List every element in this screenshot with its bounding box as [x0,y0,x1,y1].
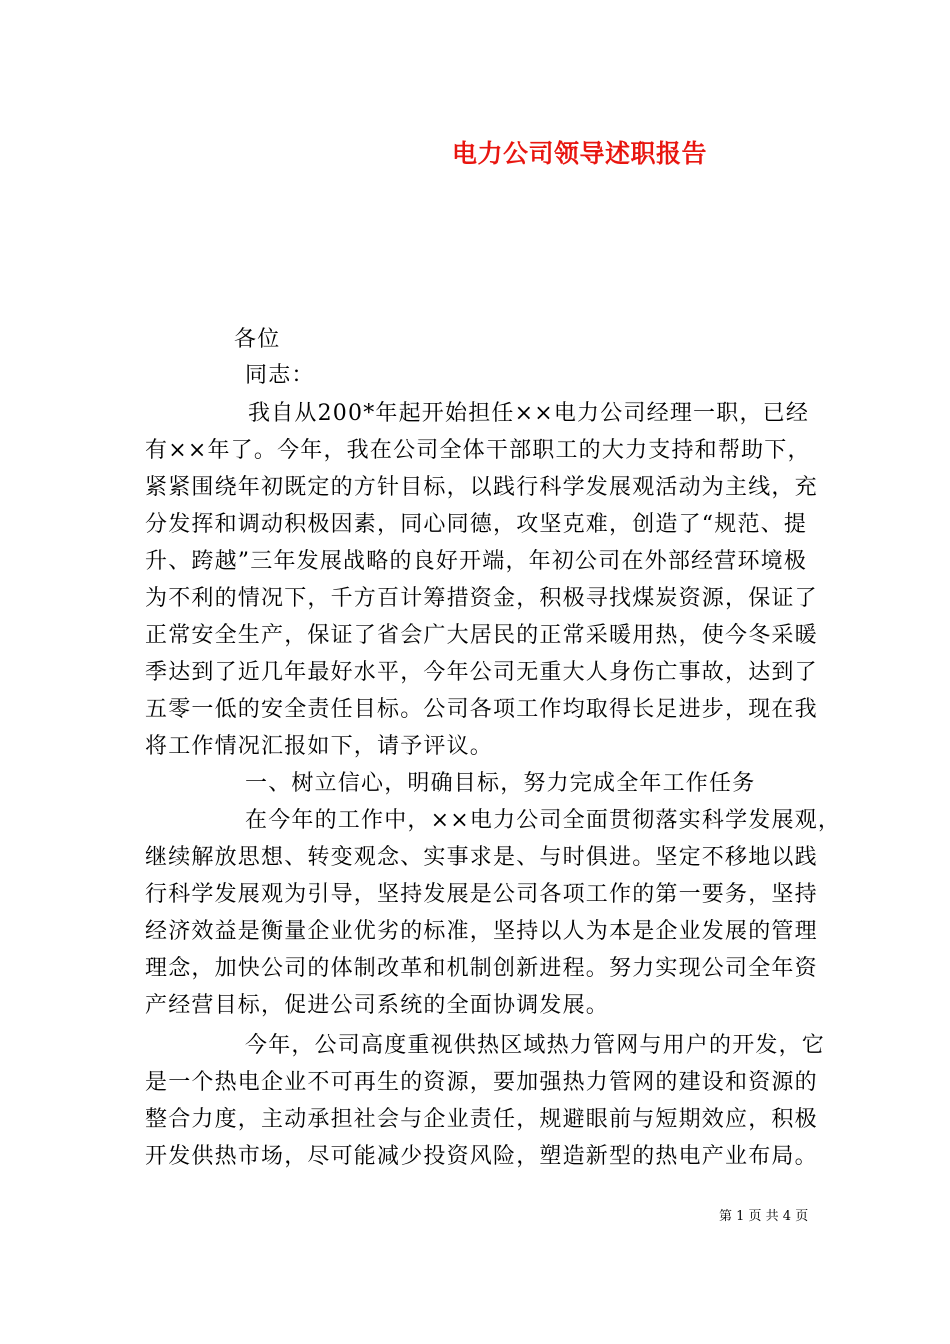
paragraph-2-line: 产经营目标，促进公司系统的全面协调发展。 [145,993,610,1018]
paragraph-1-line: 分发挥和调动积极因素，同心同德，攻坚克难，创造了“规范、提 [145,512,808,537]
paragraph-1-line: 季达到了近几年最好水平，今年公司无重大人身伤亡事故，达到了 [145,660,818,685]
section-heading: 一、树立信心，明确目标，努力完成全年工作任务 [245,771,756,796]
paragraph-1-line: 正常安全生产，保证了省会广大居民的正常采暖用热，使今冬采暖 [145,623,818,648]
paragraph-1-line: 为不利的情况下，千方百计筹措资金，积极寻找煤炭资源，保证了 [145,586,818,611]
paragraph-1-line: 升、跨越”三年发展战略的良好开端，年初公司在外部经营环境极 [145,549,808,574]
paragraph-3-line: 开发供热市场，尽可能减少投资风险，塑造新型的热电产业布局。 [145,1144,818,1169]
greeting-line-1: 各位 [234,327,281,352]
document-title: 电力公司领导述职报告 [452,139,708,168]
paragraph-3-line: 是一个热电企业不可再生的资源，要加强热力管网的建设和资源的 [145,1070,818,1095]
paragraph-2-line: 在今年的工作中，××电力公司全面贯彻落实科学发展观， [245,808,842,833]
page-footer: 第 1 页 共 4 页 [719,1209,809,1224]
paragraph-2-line: 继续解放思想、转变观念、实事求是、与时俱进。坚定不移地以践 [145,845,818,870]
paragraph-3-line: 今年，公司高度重视供热区域热力管网与用户的开发，它 [245,1033,826,1058]
paragraph-1-line: 我自从200*年起开始担任××电力公司经理一职，已经 [248,401,810,426]
paragraph-3-line: 整合力度，主动承担社会与企业责任，规避眼前与短期效应，积极 [145,1107,818,1132]
paragraph-1-line: 将工作情况汇报如下，请予评议。 [145,734,494,759]
paragraph-2-line: 理念，加快公司的体制改革和机制创新进程。努力实现公司全年资 [145,956,818,981]
paragraph-1-line: 有××年了。今年，我在公司全体干部职工的大力支持和帮助下， [145,438,811,463]
paragraph-1-line: 紧紧围绕年初既定的方针目标，以践行科学发展观活动为主线，充 [145,475,818,500]
paragraph-2-line: 经济效益是衡量企业优劣的标准，坚持以人为本是企业发展的管理 [145,919,818,944]
greeting-line-2: 同志： [245,363,315,388]
paragraph-1-line: 五零一低的安全责任目标。公司各项工作均取得长足进步，现在我 [145,697,818,722]
paragraph-2-line: 行科学发展观为引导，坚持发展是公司各项工作的第一要务，坚持 [145,882,818,907]
